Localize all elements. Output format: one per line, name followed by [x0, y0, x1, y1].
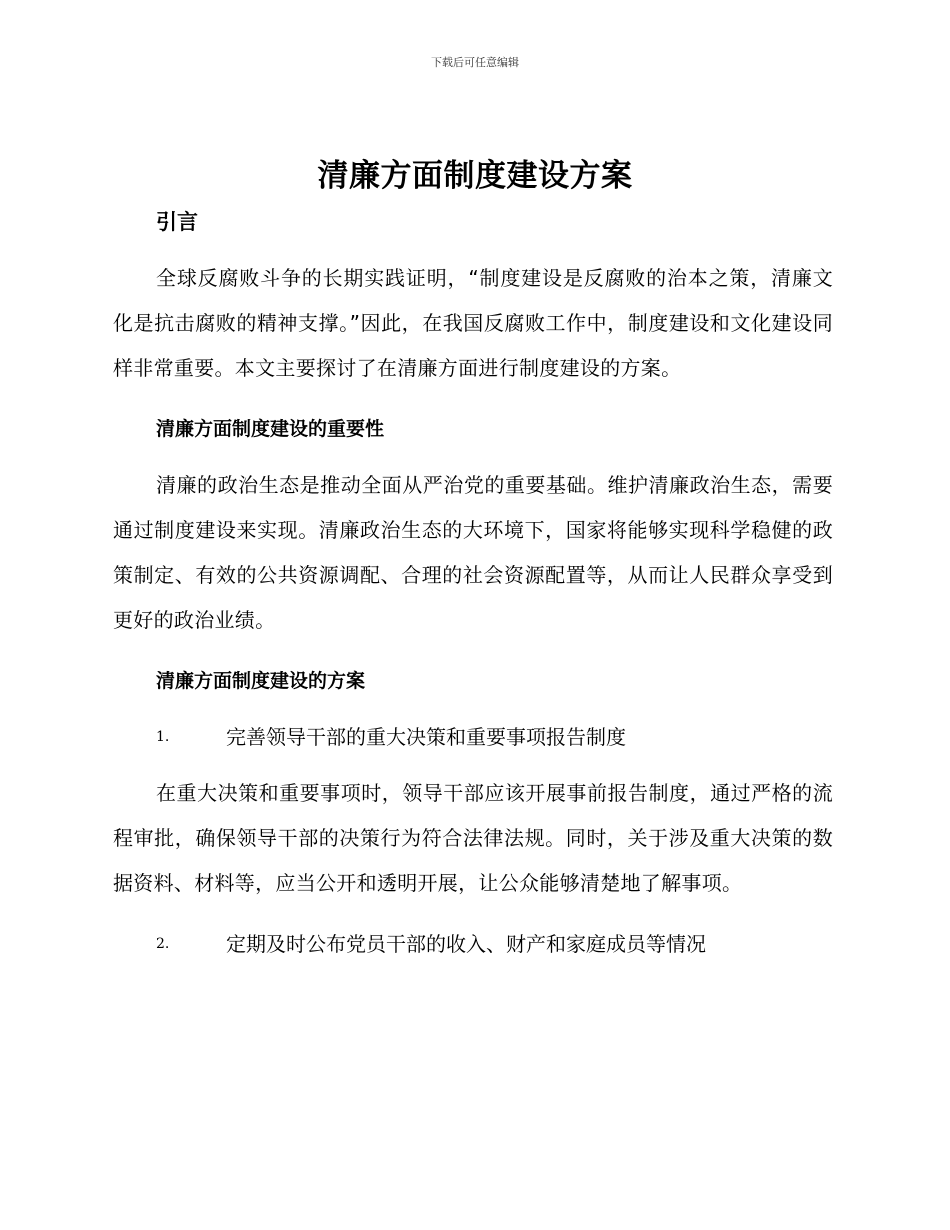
list-item — [113, 922, 833, 966]
list-item-title: 定期及时公布党员干部的收入、财产和家庭成员等情况 — [226, 932, 706, 956]
importance-paragraph: 清廉的政治生态是推动全面从严治党的重要基础。维护清廉政治生态，需要通过制度建设来实现。清廉政治生态的大环境下，国家将能够实现科学稳健的政策制定、有效的公共资源调配、合理的社会资源配置等，从而让人民群众享受到更好的政治业绩。 — [113, 473, 833, 632]
document-body — [113, 200, 833, 966]
section-heading-plan: 清廉方面制度建设的方案 — [156, 670, 366, 692]
list-item — [113, 715, 833, 759]
document-title: 清廉方面制度建设方案 — [317, 158, 633, 194]
list-number: 2. — [156, 936, 170, 952]
header-note: 下载后可任意编辑 — [431, 56, 519, 69]
intro-paragraph: 全球反腐败斗争的长期实践证明，“制度建设是反腐败的治本之策，清廉文化是抗击腐败的精神支撑。”因此，在我国反腐败工作中，制度建设和文化建设同样非常重要。本文主要探讨了在清廉方面进行制度建设的方案。 — [113, 266, 833, 380]
plan-item-1-paragraph: 在重大决策和重要事项时，领导干部应该开展事前报告制度，通过严格的流程审批，确保领导干部的决策行为符合法律法规。同时，关于涉及重大决策的数据资料、材料等，应当公开和透明开展，让公众能够清楚地了解事项。 — [113, 781, 833, 895]
list-number: 1. — [156, 729, 170, 745]
section-heading-intro: 引言 — [156, 210, 198, 234]
list-item-title: 完善领导干部的重大决策和重要事项报告制度 — [226, 725, 626, 749]
section-heading-importance: 清廉方面制度建设的重要性 — [156, 418, 385, 440]
